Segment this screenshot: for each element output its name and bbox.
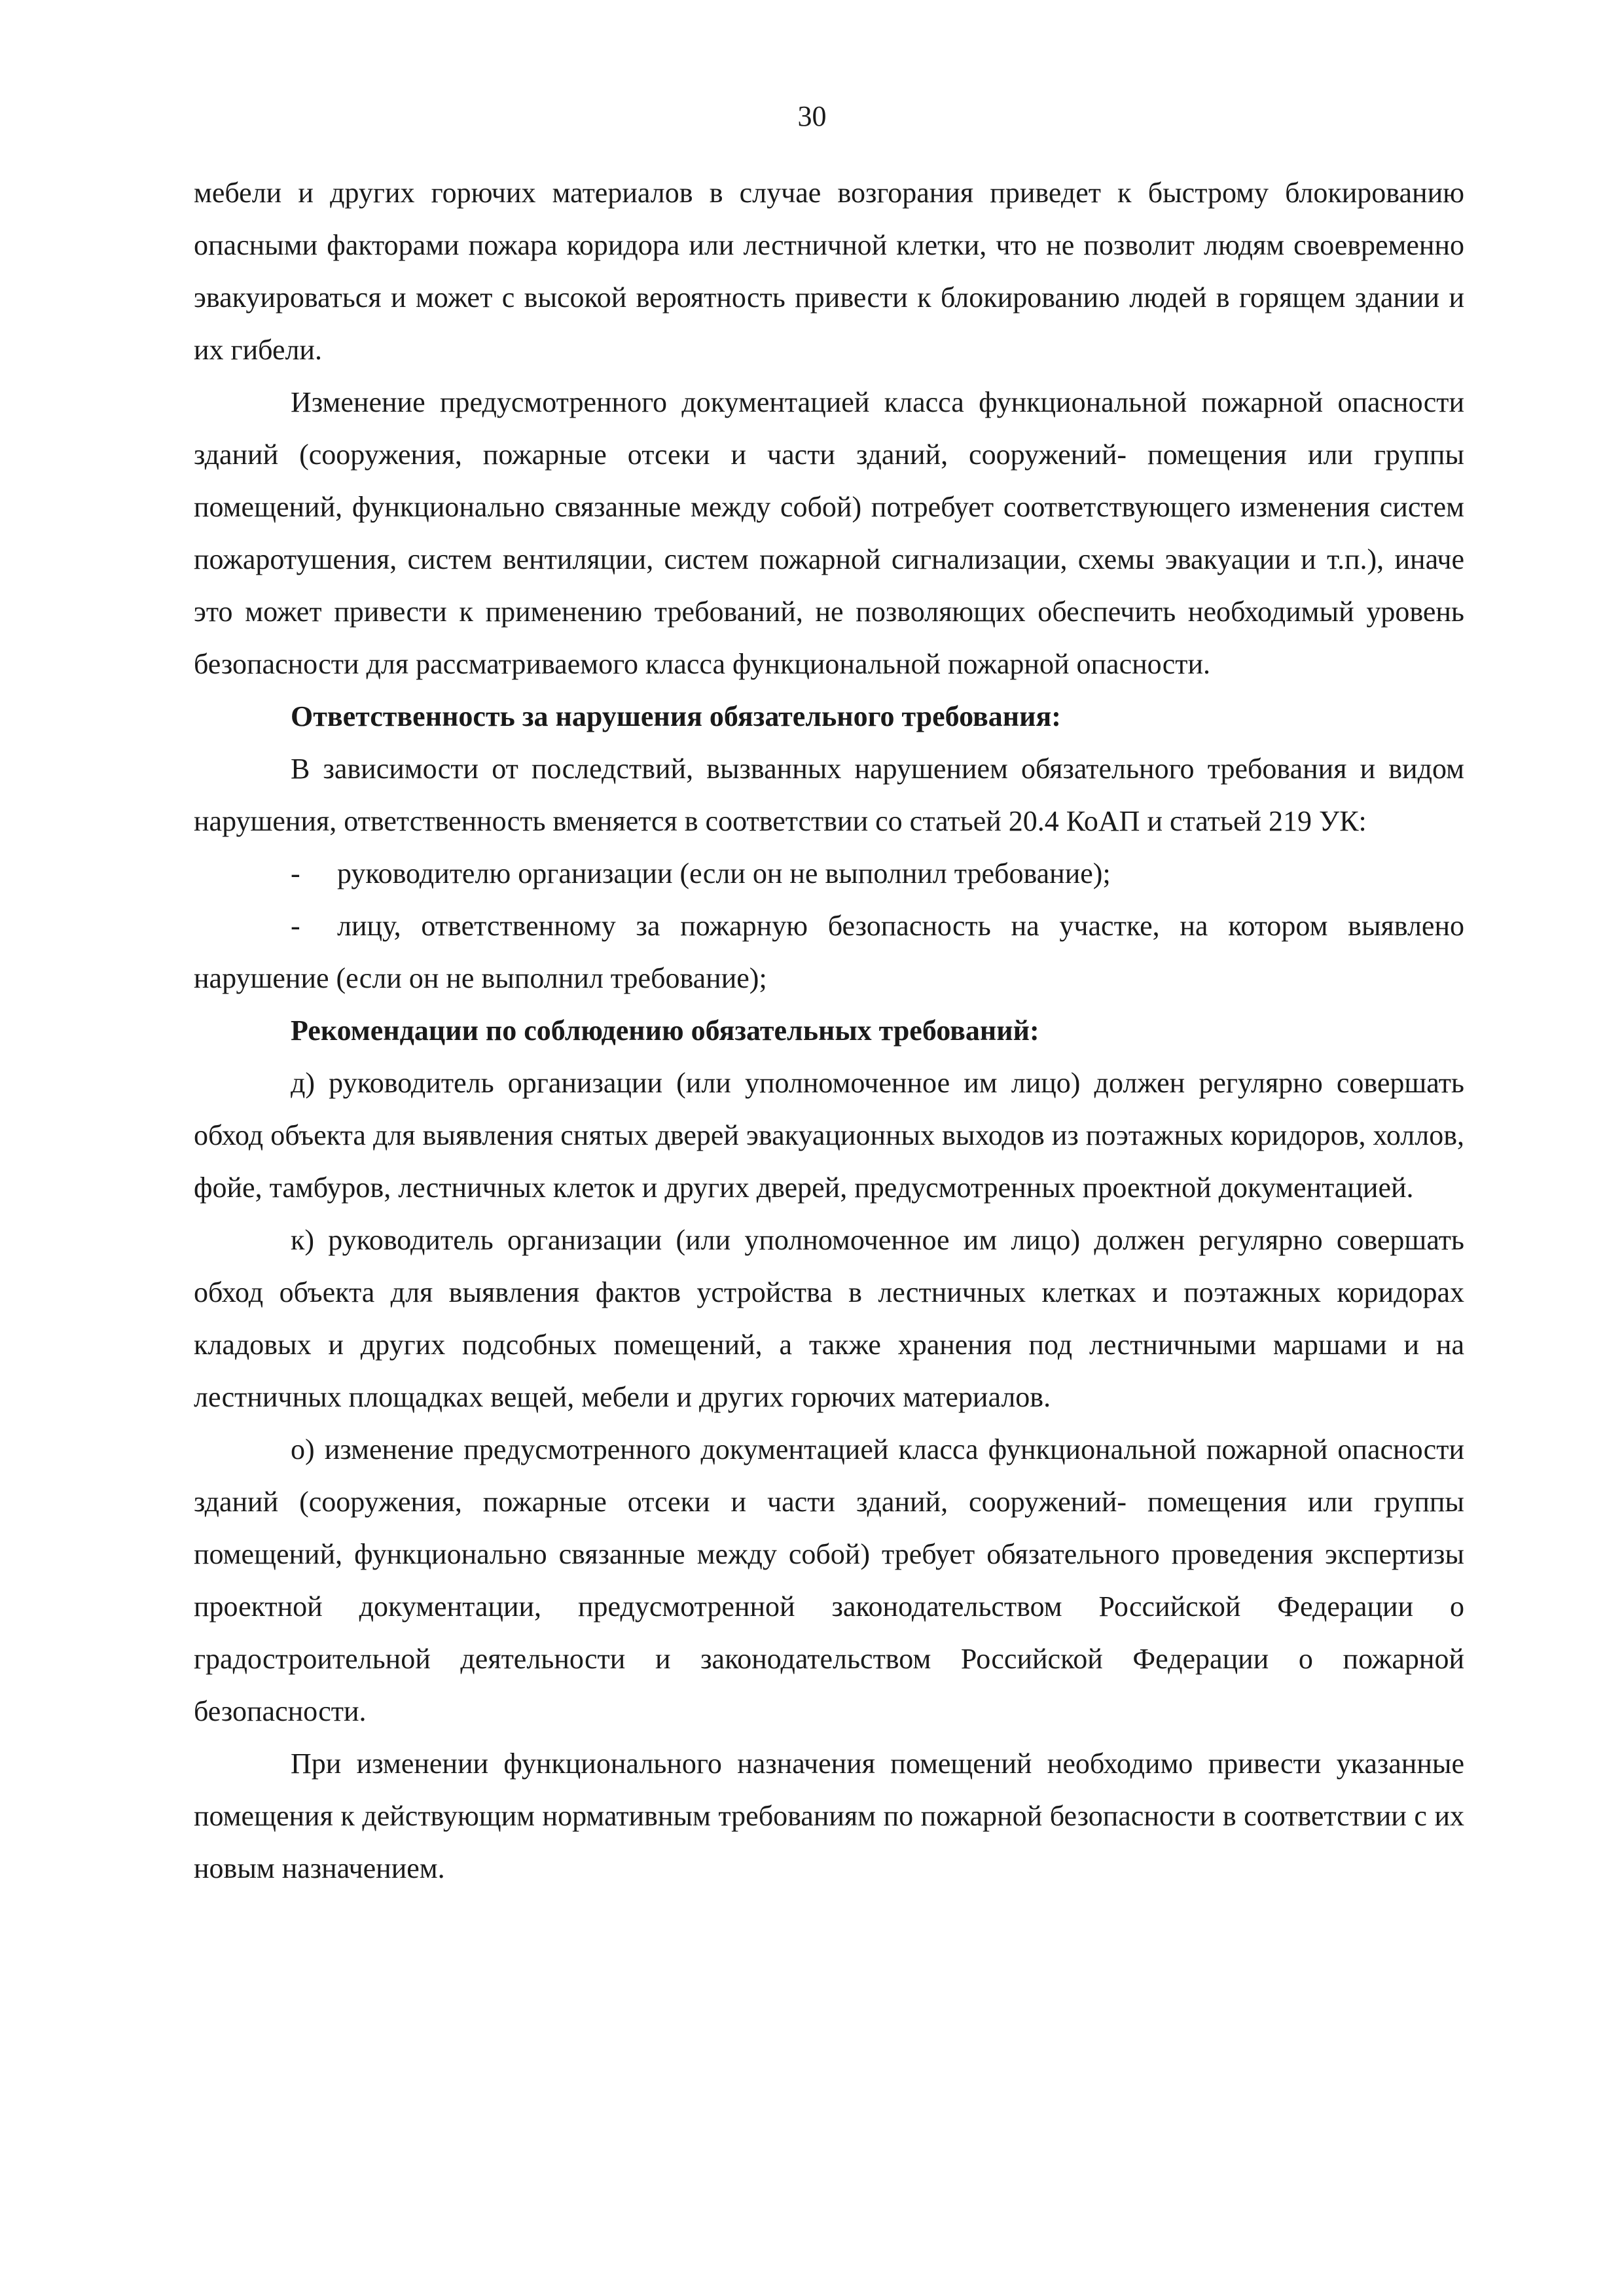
paragraph-purpose-change: При изменении функционального назначения помещений необходимо привести указанные помещения к действующим нормативным требованиям по пожарной безопасности в соответствии с их новым назначением. (194, 1748, 1464, 1884)
recommendation-o: о) изменение предусмотренного документацией класса функциональной пожарной опасности зданий (сооружения, пожарные отсеки и части зданий, сооружений- помещения или группы помещений, функционально связанные между собой) требует обязательного проведения экспертизы проектной документации, предусмотренной законодательством Российской Федерации о градостроительной деятельности и законодательством Российской Федерации о пожарной безопасности. (194, 1433, 1464, 1727)
page-content (194, 167, 1464, 1895)
paragraph-continuation: мебели и других горючих материалов в случае возгорания приведет к быстрому блокированию опасными факторами пожара коридора или лестничной клетки, что не позволит людям своевременно эвакуироваться и может с высокой вероятность привести к блокированию людей в горящем здании и их гибели. (194, 177, 1464, 366)
recommendation-d: д) руководитель организации (или уполномоченное им лицо) должен регулярно совершать обход объекта для выявления снятых дверей эвакуационных выходов из поэтажных коридоров, холлов, фойе, тамбуров, лестничных клеток и других дверей, предусмотренных проектной документацией. (194, 1067, 1464, 1204)
list-item-text: руководителю организации (если он не выполнил требование); (337, 857, 1111, 889)
recommendation-k: к) руководитель организации (или уполномоченное им лицо) должен регулярно совершать обход объекта для выявления фактов устройства в лестничных клетках и поэтажных коридорах кладовых и других подсобных помещений, а также хранения под лестничными маршами и на лестничных площадках вещей, мебели и других горючих материалов. (194, 1224, 1464, 1413)
list-dash: - (291, 910, 300, 942)
heading-recommendations: Рекомендации по соблюдению обязательных требований: (291, 1014, 1039, 1047)
paragraph-class-change: Изменение предусмотренного документацией класса функциональной пожарной опасности зданий (сооружения, пожарные отсеки и части зданий, сооружений- помещения или группы помещений, функционально связанные между собой) потребует соответствующего изменения систем пожаротушения, систем вентиляции, систем пожарной сигнализации, схемы эвакуации и т.п.), иначе это может привести к применению требований, не позволяющих обеспечить необходимый уровень безопасности для рассматриваемого класса функциональной пожарной опасности. (194, 386, 1464, 680)
list-item-responsible-person (194, 900, 1464, 1005)
list-item-manager (194, 848, 1464, 900)
paragraph-responsibility: В зависимости от последствий, вызванных нарушением обязательного требования и видом нарушения, ответственность вменяется в соответствии со статьей 20.4 КоАП и статьей 219 УК: (194, 753, 1464, 837)
list-dash: - (291, 857, 300, 889)
page-number: 30 (797, 100, 827, 132)
list-item-text: лицу, ответственному за пожарную безопасность на участке, на котором выявлено нарушение (если он не выполнил требование); (194, 910, 1464, 994)
heading-responsibility: Ответственность за нарушения обязательного требования: (291, 700, 1061, 732)
